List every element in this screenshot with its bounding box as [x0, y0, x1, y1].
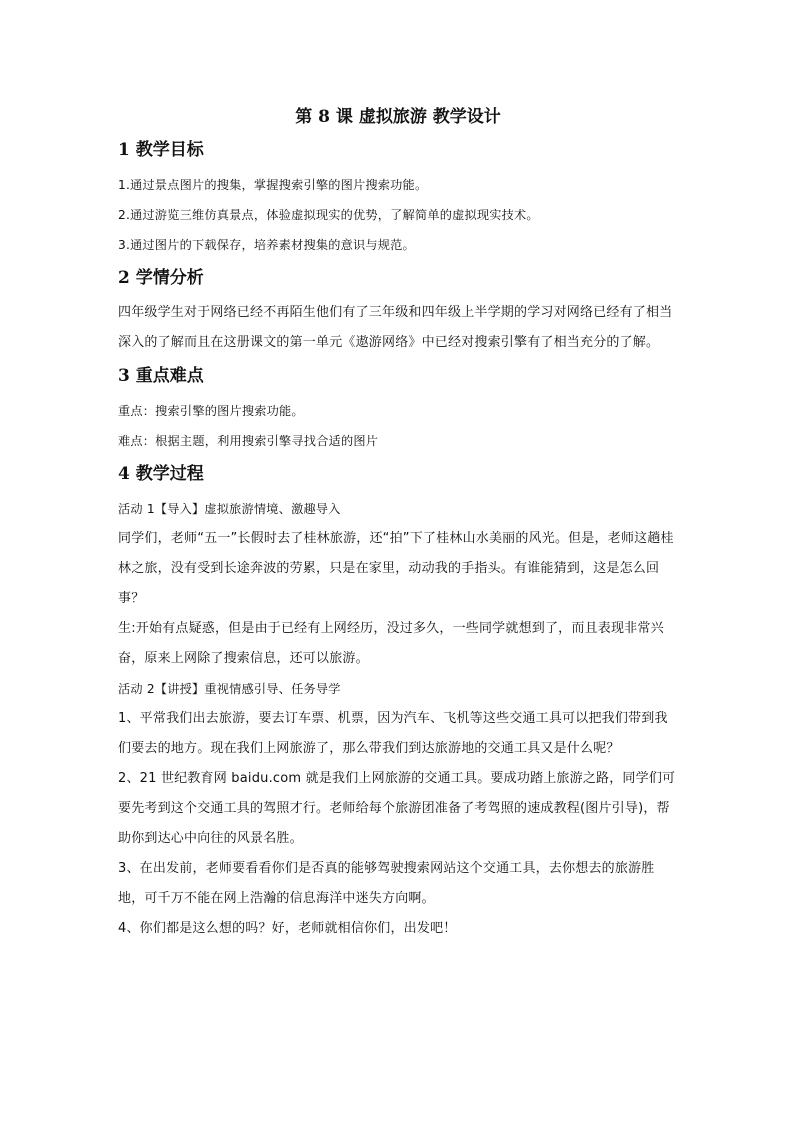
paragraph: 1、平常我们出去旅游，要去订车票、机票，因为汽车、飞机等这些交通工具可以把我们带到我们要去的地方。现在我们上网旅游了，那么带我们到达旅游地的交通工具又是什么呢？ — [118, 711, 668, 756]
document-title: 第 8 课 虚拟旅游 教学设计 — [295, 107, 501, 127]
paragraph: 难点：根据主题，利用搜索引擎寻找合适的图片 — [118, 434, 379, 448]
document-body — [118, 102, 678, 948]
section-key-points — [118, 362, 678, 456]
paragraph: 2、21 世纪教育网 baidu.com 就是我们上网旅游的交通工具。要成功踏上旅游之路，同学们可要先考到这个交通工具的驾照才行。老师给每个旅游团准备了考驾照的速成教程(图片引导)，帮助你到达心中向往的风景名胜。 — [118, 771, 676, 846]
activity-label: 活动 1【导入】虚拟旅游情境、激趣导入 — [118, 502, 341, 516]
paragraph: 4、你们都是这么想的吗？好，老师就相信你们，出发吧！ — [118, 921, 457, 936]
paragraph: 同学们，老师“五一”长假时去了桂林旅游，还“拍”下了桂林山水美丽的风光。但是，老师这趟桂林之旅，没有受到长途奔波的劳累，只是在家里，动动我的手指头。有谁能猜到，这是怎么回事？ — [118, 531, 674, 606]
paragraph: 四年级学生对于网络已经不再陌生他们有了三年级和四年级上半学期的学习对网络已经有了相当深入的了解而且在这册课文的第一单元《遨游网络》中已经对搜索引擎有了相当充分的了解。 — [118, 305, 673, 350]
section-heading: 4 教学过程 — [118, 464, 204, 484]
section-heading: 2 学情分析 — [118, 268, 204, 288]
activity-label: 活动 2【讲授】重视情感引导、任务导学 — [118, 682, 341, 696]
paragraph: 3、在出发前，老师要看看你们是否真的能够驾驶搜索网站这个交通工具，去你想去的旅游胜地，可千万不能在网上浩瀚的信息海洋中迷失方向啊。 — [118, 861, 655, 906]
section-teaching-objectives — [118, 136, 678, 260]
paragraph: 生:开始有点疑惑，但是由于已经有上网经历，没过多久，一些同学就想到了，而且表现非常兴奋，原来上网除了搜索信息，还可以旅游。 — [118, 621, 664, 666]
paragraph: 重点：搜索引擎的图片搜索功能。 — [118, 404, 304, 418]
section-heading: 3 重点难点 — [118, 366, 204, 386]
section-heading: 1 教学目标 — [118, 140, 204, 160]
paragraph: 3.通过图片的下载保存，培养素材搜集的意识与规范。 — [118, 238, 415, 252]
paragraph: 2.通过游览三维仿真景点，体验虚拟现实的优势，了解简单的虚拟现实技术。 — [118, 208, 539, 222]
section-teaching-process — [118, 460, 678, 944]
paragraph: 1.通过景点图片的搜集，掌握搜索引擎的图片搜索功能。 — [118, 178, 428, 192]
section-student-analysis — [118, 264, 678, 358]
